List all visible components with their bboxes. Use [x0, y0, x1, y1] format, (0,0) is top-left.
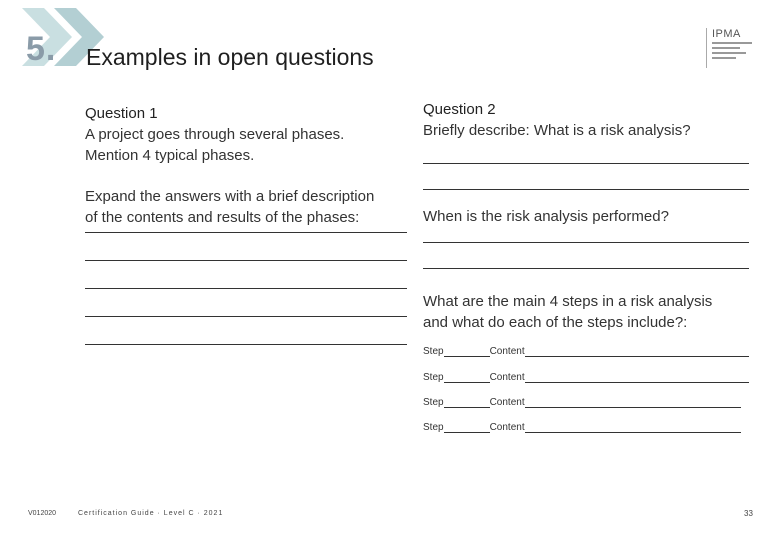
answer-line[interactable] — [423, 268, 749, 269]
step-row[interactable] — [423, 419, 741, 433]
answer-line[interactable] — [423, 189, 749, 190]
answer-line[interactable] — [85, 288, 407, 289]
step-row[interactable] — [423, 369, 749, 383]
question-2-line-1: Briefly describe: What is a risk analysis? — [423, 122, 691, 139]
question-2-sub-1: When is the risk analysis performed? — [423, 208, 669, 225]
question-1-block — [85, 104, 407, 345]
content-blank[interactable] — [525, 397, 741, 408]
answer-line[interactable] — [85, 232, 407, 233]
answer-line[interactable] — [423, 242, 749, 243]
content-blank[interactable] — [525, 346, 749, 357]
question-2-heading: Question 2 — [423, 101, 496, 118]
question-2-sub-2-line-2: and what do each of the steps include?: — [423, 314, 688, 331]
question-2-sub-2-line-1: What are the main 4 steps in a risk analysis — [423, 293, 713, 310]
page-number: 33 — [744, 509, 753, 518]
step-label: Step — [423, 397, 444, 408]
step-blank[interactable] — [444, 422, 490, 433]
logo-text: IPMA — [712, 28, 741, 40]
page-title: Examples in open questions — [86, 44, 374, 70]
step-label: Step — [423, 346, 444, 357]
step-label: Step — [423, 372, 444, 383]
step-blank[interactable] — [444, 372, 490, 383]
footer-guide: Certification Guide · Level C · 2021 — [78, 510, 224, 517]
answer-line[interactable] — [85, 344, 407, 345]
content-blank[interactable] — [525, 422, 741, 433]
content-label: Content — [489, 422, 525, 433]
step-label: Step — [423, 422, 444, 433]
step-blank[interactable] — [444, 397, 490, 408]
ipma-logo — [706, 28, 756, 72]
content-blank[interactable] — [525, 372, 749, 383]
question-1-expand-line-2: of the contents and results of the phases: — [85, 209, 360, 226]
answer-line[interactable] — [423, 163, 749, 164]
content-label: Content — [489, 397, 525, 408]
logo-tagline-lines — [712, 42, 752, 62]
question-1-expand-line-1: Expand the answers with a brief description — [85, 188, 375, 205]
step-row[interactable] — [423, 343, 749, 357]
answer-line[interactable] — [85, 316, 407, 317]
footer-version: V012020 — [28, 510, 57, 517]
content-label: Content — [489, 346, 525, 357]
content-label: Content — [489, 372, 525, 383]
step-row[interactable] — [423, 394, 741, 408]
section-number: 5. — [26, 30, 57, 68]
question-1-line-1: A project goes through several phases. — [85, 126, 345, 143]
question-1-heading: Question 1 — [85, 105, 158, 122]
question-1-line-2: Mention 4 typical phases. — [85, 147, 255, 164]
question-2-block — [423, 100, 749, 433]
answer-line[interactable] — [85, 260, 407, 261]
step-blank[interactable] — [444, 346, 490, 357]
